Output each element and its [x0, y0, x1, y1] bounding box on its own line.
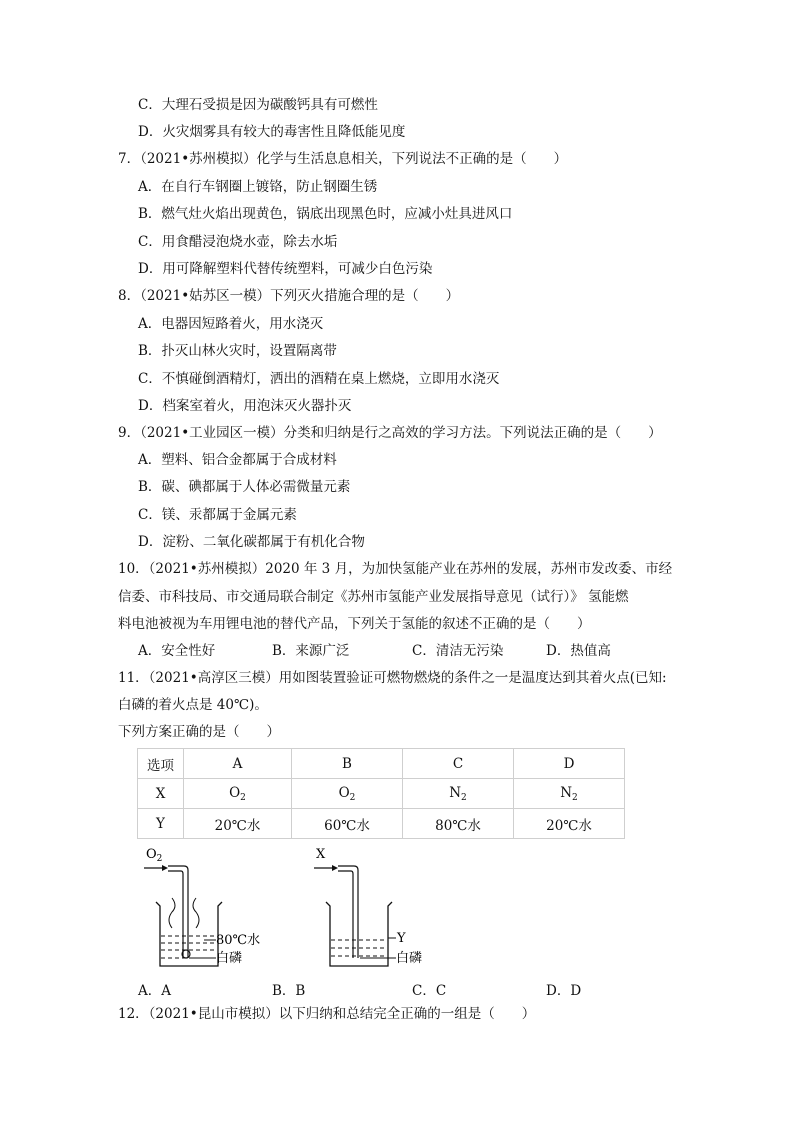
q9-option-c: C．镁、汞都属于金属元素	[138, 507, 297, 523]
vapor-icon	[193, 898, 199, 928]
q8-option-c: C．不慎碰倒酒精灯，洒出的酒精在桌上燃烧，立即用水浇灭	[138, 371, 500, 387]
q11-options-table	[137, 748, 625, 839]
q10-stem-line1: 10．（2021•苏州模拟）2020 年 3 月，为加快氢能产业在苏州的发展，苏州市发改委、市经	[118, 561, 673, 577]
gas-formula: N	[449, 784, 462, 801]
gas-formula: O	[338, 784, 350, 801]
right-gas-label: X	[316, 847, 326, 862]
table-cell: Y	[138, 809, 184, 839]
q11-stem-line1: 11．（2021•高淳区三模）用如图装置验证可燃物燃烧的条件之一是温度达到其着火点(已知:	[118, 670, 667, 686]
right-apparatus-figure	[308, 840, 448, 970]
table-row	[138, 779, 625, 809]
gas-subscript: 2	[349, 792, 356, 803]
table-cell	[292, 779, 403, 809]
q8-option-b: B．扑灭山林火灾时，设置隔离带	[138, 343, 337, 359]
q10-stem-line2: 信委、市科技局、市交通局联合制定《苏州市氢能产业发展指导意见（试行）》 氢能燃	[118, 589, 629, 605]
table-header-cell: D	[514, 749, 625, 779]
q8-option-a: A．电器因短路着火，用水浇灭	[138, 316, 324, 332]
right-liquid-label: Y	[397, 931, 406, 946]
q11-stem-line3: 下列方案正确的是（ ）	[118, 724, 280, 740]
gas-subscript: 2	[461, 792, 467, 803]
q11-stem-line2: 白磷的着火点是 40℃)。	[118, 697, 268, 713]
q9-option-d: D．淀粉、二氧化碳都属于有机化合物	[138, 534, 365, 550]
table-row	[138, 809, 625, 839]
arrow-head	[332, 865, 338, 871]
arrow-head	[162, 865, 168, 871]
q11-option-d: D．D	[546, 983, 582, 999]
q6-option-c: C．大理石受损是因为碳酸钙具有可燃性	[138, 97, 378, 113]
q9-stem: 9．（2021•工业园区一模）分类和归纳是行之高效的学习方法。下列说法正确的是（ ）	[118, 425, 662, 441]
q7-stem: 7．（2021•苏州模拟）化学与生活息息相关，下列说法不正确的是（ ）	[118, 151, 568, 167]
glass-tube	[168, 866, 188, 958]
table-cell	[184, 779, 292, 809]
table-header-cell: B	[292, 749, 403, 779]
vapor-icon	[169, 898, 175, 928]
gas-formula: O	[229, 784, 241, 801]
q10-stem-line3: 料电池被视为车用锂电池的替代产品，下列关于氢能的叙述不正确的是（ ）	[118, 616, 591, 632]
left-phosphorus-label: 白磷	[216, 951, 243, 966]
table-cell: X	[138, 779, 184, 809]
left-gas-label: $O_2$	[146, 847, 163, 864]
q8-option-d: D．档案室着火，用泡沫灭火器扑灭	[138, 398, 352, 414]
table-header-cell: 选项	[138, 749, 184, 779]
table-cell	[514, 779, 625, 809]
q10-option-d: D．热值高	[546, 643, 611, 659]
q10-option-a: A．安全性好	[138, 643, 216, 659]
q11-option-c: C．C	[412, 983, 447, 999]
gas-formula: N	[560, 784, 573, 801]
glass-tube-inner	[338, 871, 353, 958]
right-phosphorus-label: 白磷	[396, 951, 423, 966]
q11-option-b: B．B	[272, 983, 306, 999]
q7-option-d: D．用可降解塑料代替传统塑料，可减少白色污染	[138, 261, 433, 277]
q7-option-a: A．在自行车钢圈上镀铬，防止钢圈生锈	[138, 179, 378, 195]
gas-subscript: 2	[240, 792, 246, 803]
table-cell: 20℃水	[514, 809, 625, 839]
q9-option-b: B．碳、碘都属于人体必需微量元素	[138, 479, 351, 495]
q8-stem: 8．（2021•姑苏区一模）下列灭火措施合理的是（ ）	[118, 288, 460, 304]
q6-option-d: D．火灾烟雾具有较大的毒害性且降低能见度	[138, 124, 406, 140]
table-header-cell: A	[184, 749, 292, 779]
table-row	[138, 749, 625, 779]
q12-stem: 12．（2021•昆山市模拟）以下归纳和总结完全正确的一组是（ ）	[118, 1006, 536, 1022]
q10-option-b: B．来源广泛	[272, 643, 350, 659]
q10-option-c: C．清洁无污染	[412, 643, 504, 659]
gas-subscript: 2	[572, 792, 578, 803]
table-header-cell: C	[403, 749, 514, 779]
q11-option-a: A．A	[138, 983, 171, 999]
glass-tube	[338, 866, 358, 958]
table-cell: 20℃水	[184, 809, 292, 839]
left-apparatus-figure	[138, 840, 278, 970]
q9-option-a: A．塑料、铝合金都属于合成材料	[138, 452, 337, 468]
q7-option-b: B．燃气灶火焰出现黄色，锅底出现黑色时，应减小灶具进风口	[138, 206, 513, 222]
table-cell	[403, 779, 514, 809]
table-cell: 80℃水	[403, 809, 514, 839]
q7-option-c: C．用食醋浸泡烧水壶，除去水垢	[138, 234, 338, 250]
left-water-label: 80℃水	[216, 933, 261, 948]
table-cell: 60℃水	[292, 809, 403, 839]
